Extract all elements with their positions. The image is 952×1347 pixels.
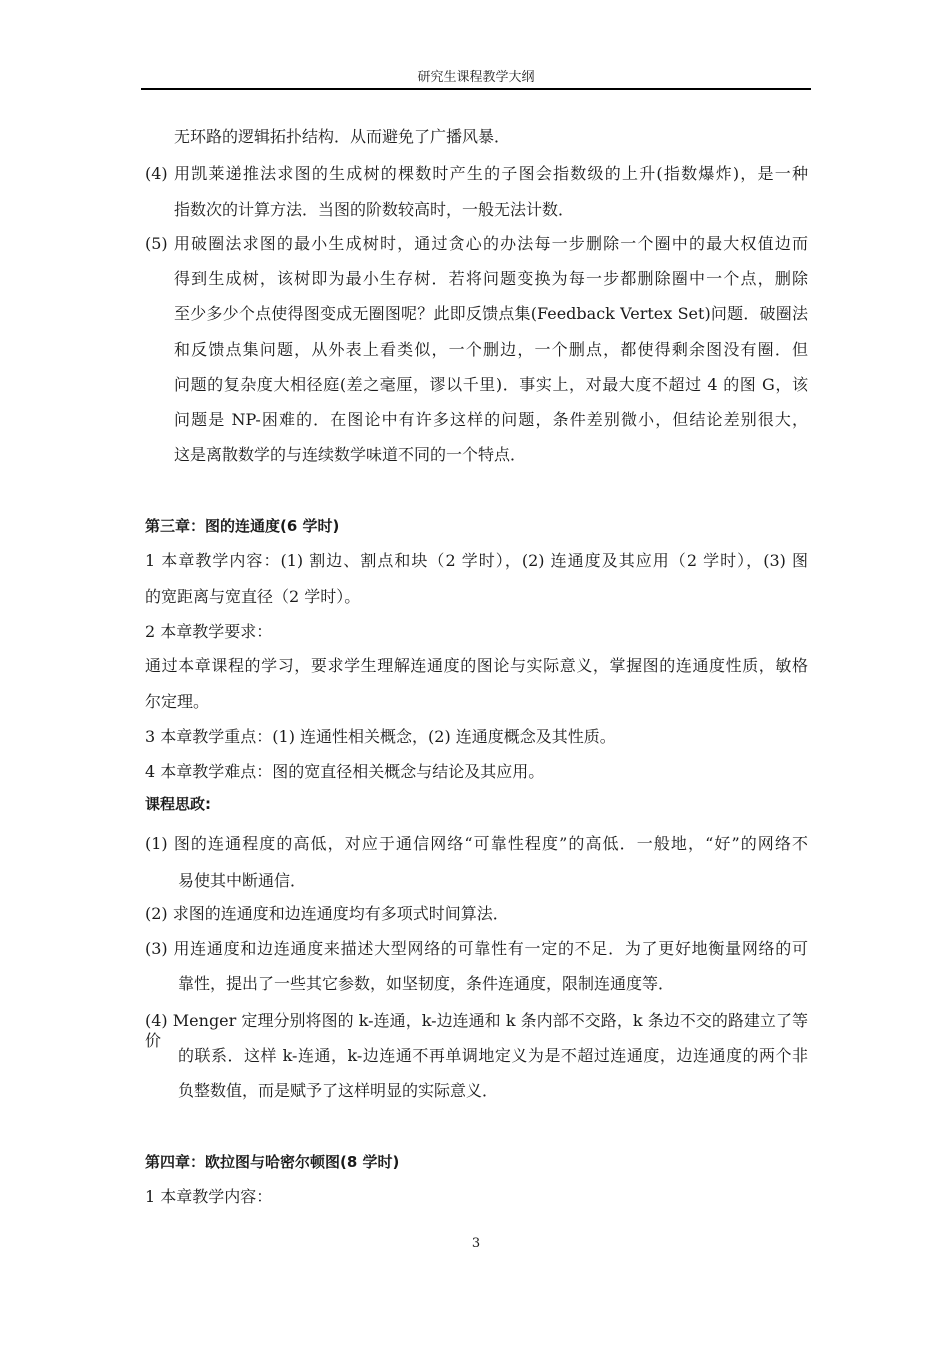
ideology-item-4-line-2: 的联系．这样 k-连通，k-边连通不再单调地定义为是不超过连通度，边连通度的两个非 bbox=[178, 1046, 808, 1065]
ideology-item-3-line-2: 靠性，提出了一些其它参数，如坚韧度，条件连通度，限制连通度等． bbox=[178, 974, 675, 993]
list-item-5-line-6: 问题是 NP-困难的．在图论中有许多这样的问题，条件差别微小，但结论差别很大， bbox=[174, 410, 808, 429]
ideology-item-1-line-2: 易使其中断通信． bbox=[178, 871, 307, 890]
list-item-5-line-5: 问题的复杂度大相径庭(差之毫厘，谬以千里)．事实上，对最大度不超过 4 的图 G，该 bbox=[174, 375, 808, 394]
list-item-4-line-2: 指数次的计算方法．当图的阶数较高时，一般无法计数． bbox=[174, 200, 575, 219]
paragraph-line: 无环路的逻辑拓扑结构．从而避免了广播风暴． bbox=[174, 127, 511, 146]
list-item-5-line-1: (5) 用破圈法求图的最小生成树时，通过贪心的办法每一步删除一个圈中的最大权值边而 bbox=[145, 234, 808, 253]
chapter-3-heading: 第三章：图的连通度(6 学时) bbox=[145, 517, 340, 535]
chapter-4-heading: 第四章：欧拉图与哈密尔顿图(8 学时) bbox=[145, 1153, 400, 1171]
ch3-content-line-2: 的宽距离与宽直径（2 学时）。 bbox=[145, 587, 361, 606]
list-item-5-line-2: 得到生成树，该树即为最小生存树．若将问题变换为每一步都删除圈中一个点，删除 bbox=[174, 269, 808, 288]
list-item-5-line-4: 和反馈点集问题，从外表上看类似，一个删边，一个删点，都使得剩余图没有圈．但 bbox=[174, 340, 808, 359]
ch4-content-label: 1 本章教学内容： bbox=[145, 1187, 273, 1206]
ideology-item-1-line-1: (1) 图的连通程度的高低，对应于通信网络“可靠性程度”的高低．一般地，“好”的网络不 bbox=[145, 834, 808, 853]
ch3-requirements-line-2: 尔定理。 bbox=[145, 692, 210, 711]
ideology-item-2: (2) 求图的连通度和边连通度均有多项式时间算法． bbox=[145, 904, 509, 923]
header-rule bbox=[141, 88, 811, 90]
ch3-requirements-line-1: 通过本章课程的学习，要求学生理解连通度的图论与实际意义，掌握图的连通度性质，敏格 bbox=[145, 656, 808, 675]
ch3-key-points: 3 本章教学重点：(1) 连通性相关概念，(2) 连通度概念及其性质。 bbox=[145, 727, 616, 746]
ch3-difficulties: 4 本章教学难点：图的宽直径相关概念与结论及其应用。 bbox=[145, 762, 545, 781]
running-header: 研究生课程教学大纲 bbox=[417, 70, 535, 85]
ch3-content-line-1: 1 本章教学内容：(1) 割边、割点和块（2 学时），(2) 连通度及其应用（2 学时），(3) 图 bbox=[145, 551, 808, 570]
list-item-5-line-3: 至少多少个点使得图变成无圈图呢？此即反馈点集(Feedback Vertex Set)问题．破圈法 bbox=[174, 304, 808, 323]
ideology-item-4-line-3: 负整数值，而是赋予了这样明显的实际意义． bbox=[178, 1081, 499, 1100]
ideology-item-4-line-1: (4) Menger 定理分别将图的 k-连通，k-边连通和 k 条内部不交路，k 条边不交的路建立了等价 bbox=[145, 1011, 808, 1050]
ch3-requirements-label: 2 本章教学要求： bbox=[145, 622, 273, 641]
ideology-heading: 课程思政: bbox=[145, 795, 211, 813]
list-item-5-line-7: 这是离散数学的与连续数学味道不同的一个特点． bbox=[174, 445, 527, 464]
page-number: 3 bbox=[471, 1236, 481, 1251]
list-item-4-line-1: (4) 用凯莱递推法求图的生成树的棵数时产生的子图会指数级的上升(指数爆炸)，是一种 bbox=[145, 164, 808, 183]
ideology-item-3-line-1: (3) 用连通度和边连通度来描述大型网络的可靠性有一定的不足．为了更好地衡量网络的可 bbox=[145, 939, 808, 958]
